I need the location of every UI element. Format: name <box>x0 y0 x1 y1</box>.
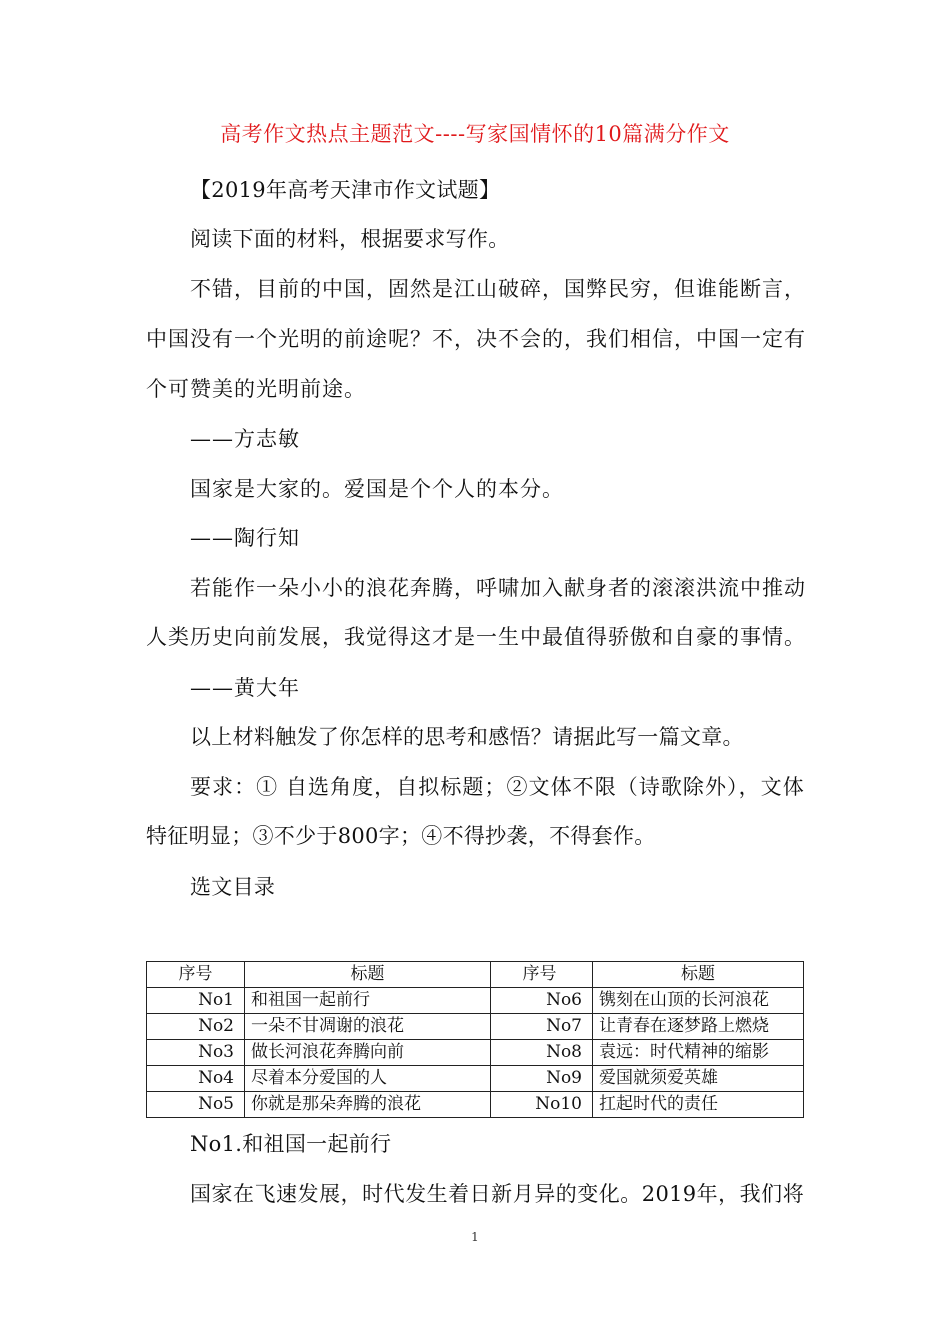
quote1-line: 不错，目前的中国，固然是江山破碎，国弊民穷，但谁能断言， <box>190 277 806 301</box>
toc-number: No10 <box>491 1092 593 1118</box>
toc-header-title: 标题 <box>245 962 491 988</box>
quote1-author: ——方志敏 <box>190 427 300 451</box>
toc-table <box>146 961 804 1118</box>
requirements-line: 要求：① 自选角度，自拟标题；②文体不限（诗歌除外），文体 <box>190 775 804 799</box>
toc-title: 镌刻在山顶的长河浪花 <box>593 988 804 1014</box>
toc-header-number: 序号 <box>491 962 593 988</box>
quote3-author: ——黄大年 <box>190 676 300 700</box>
toc-header-row <box>147 962 804 988</box>
table-row <box>147 1040 804 1066</box>
quote1-line: 中国没有一个光明的前途呢？不，决不会的，我们相信，中国一定有 <box>146 327 806 351</box>
toc-header-title: 标题 <box>593 962 804 988</box>
toc-number: No4 <box>147 1066 245 1092</box>
prompt-text: 以上材料触发了你怎样的思考和感悟？请据此写一篇文章。 <box>190 725 744 749</box>
quote1-line: 个可赞美的光明前途。 <box>146 377 366 401</box>
toc-number: No6 <box>491 988 593 1014</box>
exam-heading: 【2019年高考天津市作文试题】 <box>190 178 501 202</box>
toc-number: No1 <box>147 988 245 1014</box>
quote3-line: 若能作一朵小小的浪花奔腾，呼啸加入献身者的滚滚洪流中推动 <box>190 576 806 600</box>
requirements-line: 特征明显；③不少于800字；④不得抄袭，不得套作。 <box>146 824 656 848</box>
instruction-text: 阅读下面的材料，根据要求写作。 <box>190 227 510 251</box>
essay1-first-line: 国家在飞速发展，时代发生着日新月异的变化。2019年，我们将 <box>190 1182 804 1206</box>
toc-header-number: 序号 <box>147 962 245 988</box>
toc-title: 和祖国一起前行 <box>245 988 491 1014</box>
toc-number: No3 <box>147 1040 245 1066</box>
table-row <box>147 1014 804 1040</box>
toc-title: 袁远：时代精神的缩影 <box>593 1040 804 1066</box>
table-row <box>147 1092 804 1118</box>
toc-number: No7 <box>491 1014 593 1040</box>
toc-title: 尽着本分爱国的人 <box>245 1066 491 1092</box>
quote2-author: ——陶行知 <box>190 526 300 550</box>
toc-title: 爱国就须爱英雄 <box>593 1066 804 1092</box>
essay1-heading: No1.和祖国一起前行 <box>190 1132 392 1156</box>
toc-heading: 选文目录 <box>190 875 276 899</box>
toc-number: No2 <box>147 1014 245 1040</box>
toc-number: No9 <box>491 1066 593 1092</box>
quote2-text: 国家是大家的。爱国是个个人的本分。 <box>190 477 564 501</box>
toc-title: 扛起时代的责任 <box>593 1092 804 1118</box>
toc-title: 让青春在逐梦路上燃烧 <box>593 1014 804 1040</box>
toc-number: No5 <box>147 1092 245 1118</box>
toc-title: 你就是那朵奔腾的浪花 <box>245 1092 491 1118</box>
quote3-line: 人类历史向前发展，我觉得这才是一生中最值得骄傲和自豪的事情。 <box>146 625 806 649</box>
table-row <box>147 988 804 1014</box>
page-number: 1 <box>471 1230 479 1244</box>
toc-title: 一朵不甘凋谢的浪花 <box>245 1014 491 1040</box>
toc-number: No8 <box>491 1040 593 1066</box>
toc-title: 做长河浪花奔腾向前 <box>245 1040 491 1066</box>
table-row <box>147 1066 804 1092</box>
document-title: 高考作文热点主题范文----写家国情怀的10篇满分作文 <box>220 122 730 146</box>
